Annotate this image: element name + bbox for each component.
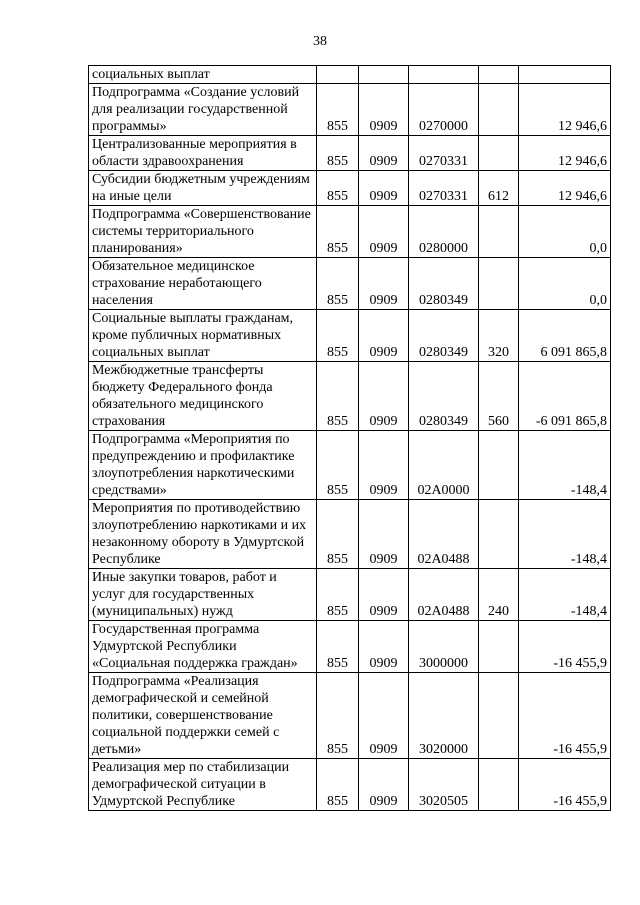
row-expense-type: [479, 431, 519, 500]
row-name: Межбюджетные трансферты бюджету Федерального фонда обязательного медицинского страхования: [89, 362, 317, 431]
row-sum: 0,0: [519, 258, 611, 310]
table-row: [89, 431, 611, 500]
row-expense-type: [479, 759, 519, 811]
row-expense-type: 240: [479, 569, 519, 621]
row-section-code: 0909: [359, 362, 409, 431]
row-expense-type: [479, 136, 519, 171]
row-target-article: 3000000: [409, 621, 479, 673]
row-sum: -148,4: [519, 500, 611, 569]
row-section-code: 0909: [359, 500, 409, 569]
row-sum: -148,4: [519, 569, 611, 621]
row-ved-code: 855: [317, 569, 359, 621]
row-name: Централизованные мероприятия в области здравоохранения: [89, 136, 317, 171]
row-expense-type: 612: [479, 171, 519, 206]
row-section-code: 0909: [359, 206, 409, 258]
table-row: [89, 569, 611, 621]
page-number: 38: [313, 34, 327, 49]
row-sum: -16 455,9: [519, 759, 611, 811]
row-name: Реализация мер по стабилизации демографической ситуации в Удмуртской Республике: [89, 759, 317, 811]
table-row: [89, 759, 611, 811]
row-sum: -6 091 865,8: [519, 362, 611, 431]
row-expense-type: [479, 621, 519, 673]
row-ved-code: 855: [317, 258, 359, 310]
row-expense-type: [479, 673, 519, 759]
row-sum: 6 091 865,8: [519, 310, 611, 362]
row-target-article: [409, 66, 479, 84]
table-row: [89, 258, 611, 310]
row-section-code: 0909: [359, 673, 409, 759]
row-name: Подпрограмма «Создание условий для реализации государственной программы»: [89, 84, 317, 136]
row-sum: [519, 66, 611, 84]
row-section-code: 0909: [359, 621, 409, 673]
table-row: [89, 673, 611, 759]
table-row: [89, 136, 611, 171]
row-expense-type: [479, 500, 519, 569]
row-ved-code: 855: [317, 362, 359, 431]
row-section-code: 0909: [359, 310, 409, 362]
row-section-code: 0909: [359, 136, 409, 171]
row-sum: 0,0: [519, 206, 611, 258]
table-row: [89, 362, 611, 431]
row-target-article: 0270000: [409, 84, 479, 136]
row-name: Социальные выплаты гражданам, кроме публичных нормативных социальных выплат: [89, 310, 317, 362]
row-target-article: 0280000: [409, 206, 479, 258]
row-ved-code: [317, 66, 359, 84]
row-ved-code: 855: [317, 621, 359, 673]
row-target-article: 0270331: [409, 136, 479, 171]
row-ved-code: 855: [317, 136, 359, 171]
row-name: Обязательное медицинское страхование неработающего населения: [89, 258, 317, 310]
row-sum: -148,4: [519, 431, 611, 500]
row-ved-code: 855: [317, 84, 359, 136]
row-ved-code: 855: [317, 206, 359, 258]
table-row: [89, 171, 611, 206]
row-section-code: 0909: [359, 171, 409, 206]
row-section-code: 0909: [359, 84, 409, 136]
row-target-article: 0280349: [409, 362, 479, 431]
table-row: [89, 621, 611, 673]
row-ved-code: 855: [317, 310, 359, 362]
row-expense-type: [479, 206, 519, 258]
row-target-article: 3020505: [409, 759, 479, 811]
row-name: Иные закупки товаров, работ и услуг для государственных (муниципальных) нужд: [89, 569, 317, 621]
row-target-article: 3020000: [409, 673, 479, 759]
table-row: [89, 500, 611, 569]
row-target-article: 02А0488: [409, 569, 479, 621]
table-row: [89, 84, 611, 136]
row-sum: 12 946,6: [519, 136, 611, 171]
row-expense-type: 560: [479, 362, 519, 431]
row-expense-type: [479, 258, 519, 310]
row-target-article: 0270331: [409, 171, 479, 206]
row-ved-code: 855: [317, 171, 359, 206]
row-section-code: 0909: [359, 431, 409, 500]
row-target-article: 02А0000: [409, 431, 479, 500]
row-target-article: 0280349: [409, 310, 479, 362]
row-sum: -16 455,9: [519, 621, 611, 673]
row-ved-code: 855: [317, 500, 359, 569]
row-ved-code: 855: [317, 431, 359, 500]
row-sum: 12 946,6: [519, 84, 611, 136]
table-row: [89, 66, 611, 84]
row-sum: 12 946,6: [519, 171, 611, 206]
row-section-code: 0909: [359, 258, 409, 310]
row-name: Подпрограмма «Мероприятия по предупреждению и профилактике злоупотребления наркотическими средствами»: [89, 431, 317, 500]
row-expense-type: [479, 84, 519, 136]
row-name: Подпрограмма «Совершенствование системы территориального планирования»: [89, 206, 317, 258]
row-name: Субсидии бюджетным учреждениям на иные цели: [89, 171, 317, 206]
row-sum: -16 455,9: [519, 673, 611, 759]
table-row: [89, 310, 611, 362]
row-target-article: 0280349: [409, 258, 479, 310]
row-name: Мероприятия по противодействию злоупотреблению наркотиками и их незаконному обороту в Удмуртской Республике: [89, 500, 317, 569]
table-row: [89, 206, 611, 258]
row-name: Подпрограмма «Реализация демографической и семейной политики, совершенствование социальной поддержки семей с детьми»: [89, 673, 317, 759]
row-section-code: [359, 66, 409, 84]
row-name: социальных выплат: [89, 66, 317, 84]
row-target-article: 02А0488: [409, 500, 479, 569]
row-expense-type: 320: [479, 310, 519, 362]
row-section-code: 0909: [359, 759, 409, 811]
budget-table: [88, 65, 611, 811]
row-name: Государственная программа Удмуртской Республики «Социальная поддержка граждан»: [89, 621, 317, 673]
row-section-code: 0909: [359, 569, 409, 621]
row-ved-code: 855: [317, 759, 359, 811]
row-expense-type: [479, 66, 519, 84]
row-ved-code: 855: [317, 673, 359, 759]
